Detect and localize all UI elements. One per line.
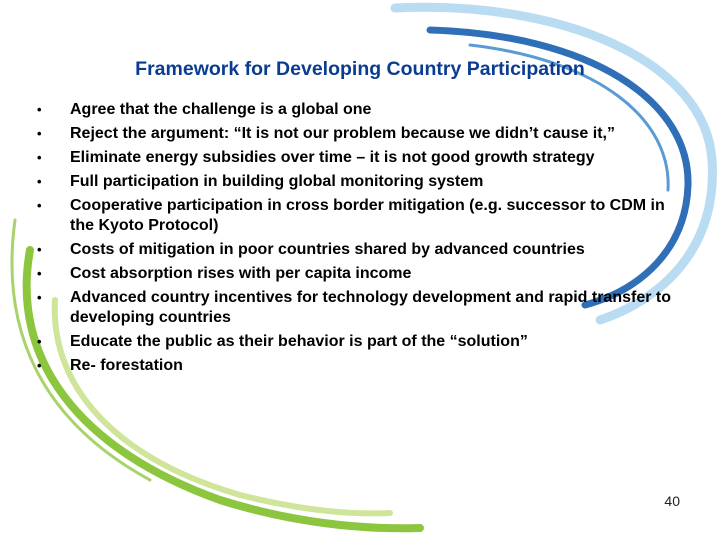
bullet-text: Cost absorption rises with per capita income [70, 265, 412, 282]
bullet-item [37, 356, 687, 376]
bullet-marker: • [37, 266, 42, 281]
bullet-item [37, 148, 687, 168]
bullet-marker: • [37, 174, 42, 189]
bullet-text: Reject the argument: “It is not our problem because we didn’t cause it,” [70, 125, 615, 142]
bullet-text: Educate the public as their behavior is part of the “solution” [70, 333, 528, 350]
bullet-marker: • [37, 290, 42, 305]
bullet-item [37, 264, 687, 284]
bullet-marker: • [37, 102, 42, 117]
bullet-marker: • [37, 198, 42, 213]
bullet-item [37, 172, 687, 192]
bullet-item [37, 196, 687, 236]
bullet-text: Cooperative participation in cross border mitigation (e.g. successor to CDM in the Kyoto Protocol) [70, 197, 665, 234]
bullet-marker: • [37, 242, 42, 257]
bullet-text: Full participation in building global monitoring system [70, 173, 484, 190]
bullet-list [37, 100, 687, 380]
slide-title: Framework for Developing Country Participation [135, 58, 585, 80]
bullet-item [37, 240, 687, 260]
bullet-item [37, 288, 687, 328]
bullet-text: Agree that the challenge is a global one [70, 101, 372, 118]
bullet-text: Advanced country incentives for technology development and rapid transfer to developing countries [70, 289, 671, 326]
bullet-item [37, 124, 687, 144]
bullet-marker: • [37, 126, 42, 141]
bullet-marker: • [37, 358, 42, 373]
bullet-item [37, 332, 687, 352]
bullet-text: Eliminate energy subsidies over time – it is not good growth strategy [70, 149, 595, 166]
bullet-text: Re- forestation [70, 357, 183, 374]
bullet-marker: • [37, 334, 42, 349]
bullet-item [37, 100, 687, 120]
page-number: 40 [664, 493, 680, 509]
bullet-marker: • [37, 150, 42, 165]
bullet-text: Costs of mitigation in poor countries shared by advanced countries [70, 241, 585, 258]
